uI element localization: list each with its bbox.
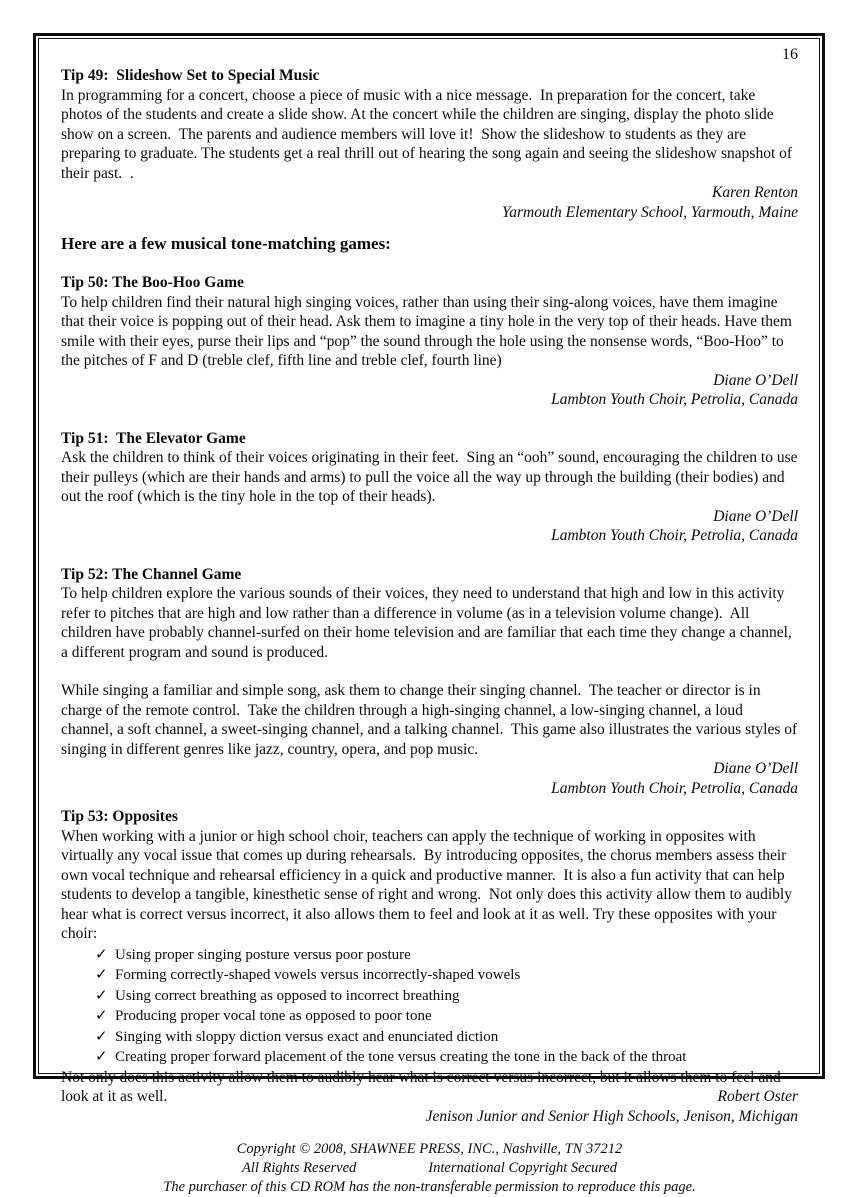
paragraph-spacer	[61, 662, 798, 681]
bullet-text: Producing proper vocal tone as opposed to poor tone	[115, 1008, 432, 1024]
tip53-body: When working with a junior or high school choir, teachers can apply the technique of working in opposites with virtually any vocal issue that comes up during rehearsals. By introducing opposites, the chorus members assess their own vocal technique and rehearsal efficiency in a quick and productive manner. It is also a fun activity that can help students to develop a tangible, kinesthetic sense of right and wrong. Not only does this activity allow them to audibly hear what is correct versus incorrect, it also allows them to feel and look at it as well. Try these opposites with your choir:	[61, 827, 796, 942]
bullet-text: Creating proper forward placement of the tone versus creating the tone in the back of the throat	[115, 1049, 687, 1065]
footer-rights: All Rights Reserved	[241, 1160, 357, 1176]
tip53-closing-wrap	[61, 1068, 798, 1107]
tip51-section	[61, 429, 802, 546]
list-item	[61, 945, 798, 966]
page-border-frame	[33, 33, 825, 1195]
bullet-text: Using correct breathing as opposed to incorrect breathing	[115, 987, 460, 1004]
tip51-attribution-name: Diane O’Dell	[713, 507, 798, 525]
tip49-attribution-org: Yarmouth Elementary School, Yarmouth, Maine	[502, 203, 798, 221]
tip51-heading: Tip 51: The Elevator Game	[61, 429, 246, 447]
tip49-attribution-name: Karen Renton	[712, 184, 798, 201]
bullet-text: Using proper singing posture versus poor posture	[115, 946, 411, 963]
checkmark-icon: ✓	[95, 967, 108, 983]
tip51-body: Ask the children to think of their voices originating in their feet. Sing an “ooh” sound, encouraging the children to use their pulleys (which are their hands and arms) to pull the voice all the way up through the building (their bodies) and out the roof (which is the tiny hole in the top of their heads).	[61, 449, 802, 505]
tip49-body: In programming for a concert, choose a piece of music with a nice message. In preparation for the concert, take photos of the students and create a slide show. At the concert while the children are singing, display the photo slide show on a screen. The parents and audience members will love it! Show the slideshow to students as they are preparing to graduate. The students get a real thrill out of hearing the song again and seeing the slideshow snapshot of their past. .	[61, 86, 796, 182]
tip51-attribution-org: Lambton Youth Choir, Petrolia, Canada	[551, 527, 798, 544]
bullet-text: Forming correctly-shaped vowels versus incorrectly-shaped vowels	[115, 967, 521, 983]
footer-international: International Copyright Secured	[428, 1160, 618, 1176]
checkmark-icon: ✓	[95, 1028, 108, 1045]
checkmark-icon: ✓	[95, 946, 108, 963]
copyright-footer	[61, 1140, 798, 1197]
checkmark-icon: ✓	[95, 1049, 108, 1065]
tip52-body-paragraph-2: While singing a familiar and simple song, ask them to change their singing channel. The teacher or director is in charge of the remote control. Take the children through a high-singing channel, a low-singing channel, a loud channel, a soft channel, a sweet-singing channel, and a talking channel. This game also illustrates the various styles of singing in different genres like jazz, country, opera, and pop music.	[61, 682, 802, 758]
page-number: 16	[782, 46, 798, 63]
tip53-section	[61, 807, 798, 1126]
footer-line-3: The purchaser of this CD ROM has the non-transferable permission to reproduce this page.	[163, 1179, 696, 1195]
list-item	[61, 1027, 798, 1048]
page-content-area	[38, 38, 820, 1195]
tip53-attribution-name: Robert Oster	[717, 1088, 798, 1105]
tip53-bullet-list	[61, 945, 798, 1068]
tip53-attribution-org: Jenison Junior and Senior High Schools, Jenison, Michigan	[425, 1107, 798, 1125]
checkmark-icon: ✓	[95, 987, 108, 1004]
tip50-section	[61, 273, 798, 410]
list-item	[61, 986, 798, 1007]
list-item	[61, 1006, 798, 1027]
tip53-closing: Not only does this activity allow them to audibly hear what is correct versus incorrect, but it allows them to feel and look at it as well.	[61, 1068, 785, 1105]
list-item	[61, 965, 798, 986]
section-heading: Here are a few musical tone-matching games:	[61, 234, 391, 253]
tip52-attribution-name: Diane O’Dell	[713, 760, 798, 777]
tip52-heading: Tip 52: The Channel Game	[61, 565, 242, 583]
tip52-body-paragraph-1: To help children explore the various sounds of their voices, they need to understand that high and low in this activity refer to pitches that are high and low rather than a difference in volume (as in a television volume change). All children have probably channel-surfed on their home television and are familiar that each time they change a channel, a different program and sound is produced.	[61, 585, 796, 661]
tip50-attribution-name: Diane O’Dell	[713, 371, 798, 389]
tip49-heading: Tip 49: Slideshow Set to Special Music	[61, 67, 320, 84]
list-item	[61, 1047, 798, 1068]
tip49-section	[61, 66, 798, 222]
footer-line-2	[61, 1159, 798, 1178]
tip50-body: To help children find their natural high singing voices, rather than using their sing-along voices, have them imagine that their voice is popping out of their head. Ask them to imagine a tiny hole in the very top of their heads. Have them smile with their eyes, purse their lips and “pop” the sound through the hole using the nonsense words, “Boo-Hoo” to the pitches of F and D (treble clef, fifth line and treble clef, fourth line)	[61, 293, 796, 369]
tip52-attribution-org: Lambton Youth Choir, Petrolia, Canada	[551, 779, 798, 797]
tip50-attribution-org: Lambton Youth Choir, Petrolia, Canada	[551, 391, 798, 408]
tip53-heading: Tip 53: Opposites	[61, 808, 178, 825]
checkmark-icon: ✓	[95, 1008, 108, 1024]
tip50-heading: Tip 50: The Boo-Hoo Game	[61, 274, 244, 291]
tip52-section	[61, 565, 802, 799]
footer-line-1: Copyright © 2008, SHAWNEE PRESS, INC., Nashville, TN 37212	[236, 1141, 623, 1157]
bullet-text: Singing with sloppy diction versus exact and enunciated diction	[115, 1028, 499, 1045]
